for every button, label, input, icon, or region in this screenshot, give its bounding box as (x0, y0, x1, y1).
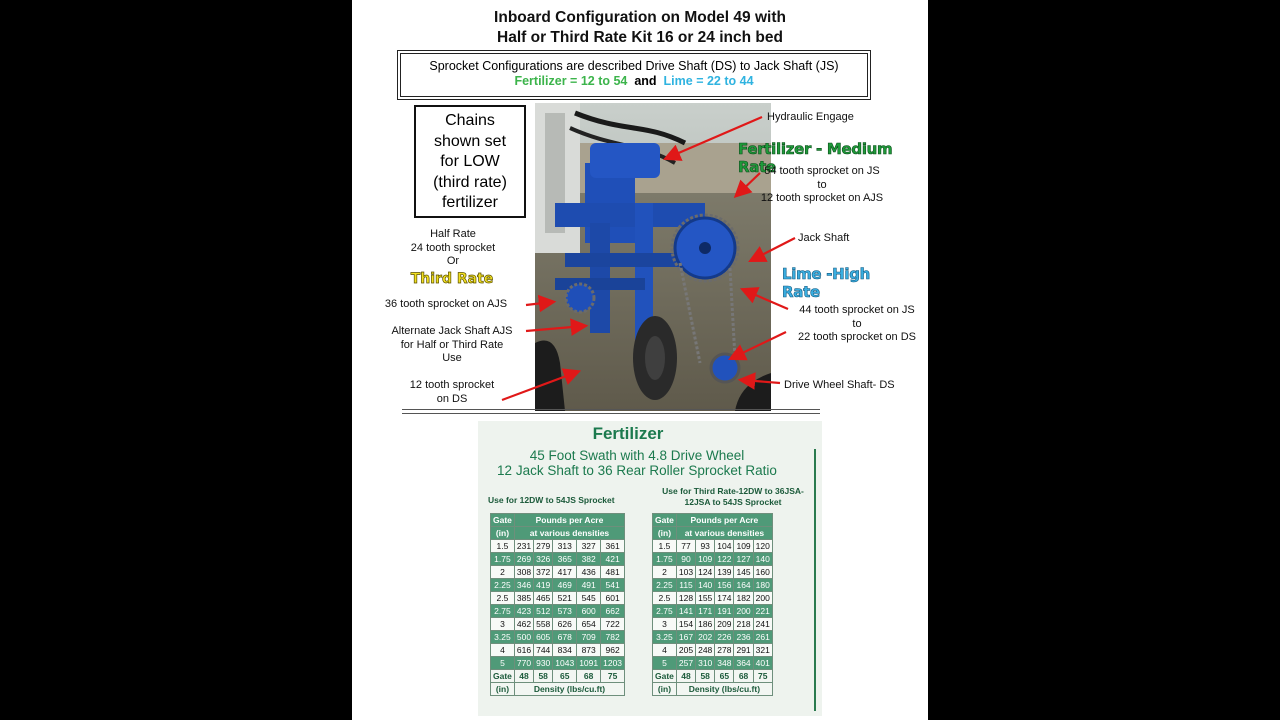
density-label: Density (lbs/cu.ft) (514, 683, 624, 696)
table-cell: 104 (715, 540, 734, 553)
machine-photo (535, 103, 771, 411)
table-cell: 573 (553, 605, 577, 618)
fertilizer-ratio: Fertilizer = 12 to 54 (514, 74, 628, 88)
table-cell: 90 (676, 553, 695, 566)
table-cell: 873 (577, 644, 601, 657)
js44-label (777, 304, 928, 345)
table-cell: 93 (696, 540, 715, 553)
table-cell: 103 (676, 566, 695, 579)
table-row (491, 553, 625, 566)
table-cell: 709 (577, 631, 601, 644)
table-cell: 202 (696, 631, 715, 644)
table-row (653, 644, 773, 657)
table-cell: 4 (491, 644, 515, 657)
footer-gate: Gate (653, 670, 677, 683)
table-row (653, 657, 773, 670)
table-cell: 139 (715, 566, 734, 579)
table-cell: 145 (734, 566, 753, 579)
config-and: and (634, 74, 657, 88)
ds12-line: 12 tooth sprocket (409, 379, 495, 391)
table-cell: 419 (534, 579, 553, 592)
pounds-header: Pounds per Acre (514, 514, 624, 527)
fertilizer-rate-card (478, 421, 822, 716)
table-cell: 186 (696, 618, 715, 631)
right-rate-table (652, 513, 773, 696)
js54-line: to (817, 178, 827, 191)
machine-photo-illustration (535, 103, 771, 411)
table-cell: 601 (601, 592, 625, 605)
half-rate-line: Half Rate (430, 228, 476, 240)
table-cell: 291 (734, 644, 753, 657)
table-cell: 321 (753, 644, 772, 657)
config-ratios (401, 74, 867, 89)
table-cell: 127 (734, 553, 753, 566)
js54-line: 12 tooth sprocket on AJS (760, 192, 884, 204)
js44-line: to (852, 317, 862, 330)
table-cell: 616 (514, 644, 533, 657)
ds12-label (392, 379, 512, 406)
chains-note-box (414, 105, 526, 218)
table-cell: 782 (601, 631, 625, 644)
table-cell: 308 (514, 566, 533, 579)
table-cell: 180 (753, 579, 772, 592)
table-cell: 4 (653, 644, 677, 657)
table-cell: 382 (577, 553, 601, 566)
table-cell: 678 (553, 631, 577, 644)
table-cell: 128 (676, 592, 695, 605)
table-cell: 962 (601, 644, 625, 657)
table-row (653, 592, 773, 605)
table-cell: 558 (534, 618, 553, 631)
footer-gate: Gate (491, 670, 515, 683)
table-cell: 167 (676, 631, 695, 644)
table-cell: 3.25 (491, 631, 515, 644)
table-cell: 361 (601, 540, 625, 553)
table-cell: 346 (514, 579, 533, 592)
js44-line: 44 tooth sprocket on JS (799, 304, 915, 316)
density-value: 65 (715, 670, 734, 683)
table-row (653, 566, 773, 579)
density-value: 75 (601, 670, 625, 683)
table-cell: 310 (696, 657, 715, 670)
table-cell: 156 (715, 579, 734, 592)
table-cell: 218 (734, 618, 753, 631)
page-title (352, 8, 928, 48)
alt-jack-line: Alternate Jack Shaft AJS (391, 325, 513, 337)
table-cell: 2.75 (491, 605, 515, 618)
table-row (653, 631, 773, 644)
js44-line: 22 tooth sprocket on DS (797, 331, 916, 343)
lime-ratio: Lime = 22 to 44 (663, 74, 754, 88)
table-row (491, 540, 625, 553)
table-cell: 436 (577, 566, 601, 579)
table-row (653, 540, 773, 553)
table-cell: 205 (676, 644, 695, 657)
table-cell: 1091 (577, 657, 601, 670)
js54-line: 54 tooth sprocket on JS (764, 165, 880, 177)
table-row (491, 566, 625, 579)
densities-header: at various densities (514, 527, 624, 540)
gate-header: Gate (653, 514, 677, 527)
left-rate-table (490, 513, 625, 696)
table-cell: 120 (753, 540, 772, 553)
table-cell: 385 (514, 592, 533, 605)
table-cell: 1.75 (653, 553, 677, 566)
table-row (491, 631, 625, 644)
right-table-caption (648, 486, 818, 508)
right-caption-line: 12JSA to 54JS Sprocket (684, 497, 782, 507)
gate-unit-header: (in) (491, 527, 515, 540)
title-line-1: Inboard Configuration on Model 49 with (494, 9, 786, 26)
pounds-header: Pounds per Acre (676, 514, 772, 527)
half-rate-label (392, 228, 514, 269)
table-cell: 231 (514, 540, 533, 553)
card-title: Fertilizer (592, 424, 664, 443)
table-cell: 365 (553, 553, 577, 566)
left-table-caption: Use for 12DW to 54JS Sprocket (488, 495, 615, 505)
table-row (491, 644, 625, 657)
chains-line: fertilizer (441, 194, 498, 211)
table-cell: 115 (676, 579, 695, 592)
table-cell: 2.5 (491, 592, 515, 605)
table-cell: 200 (753, 592, 772, 605)
density-label: Density (lbs/cu.ft) (676, 683, 772, 696)
table-row (653, 605, 773, 618)
table-cell: 154 (676, 618, 695, 631)
table-cell: 512 (534, 605, 553, 618)
chains-line: (third rate) (433, 173, 507, 191)
table-cell: 541 (601, 579, 625, 592)
table-cell: 313 (553, 540, 577, 553)
hydraulic-engage-label: Hydraulic Engage (767, 111, 854, 123)
table-cell: 122 (715, 553, 734, 566)
chains-line: for LOW (440, 153, 500, 170)
table-cell: 3 (653, 618, 677, 631)
table-cell: 1043 (553, 657, 577, 670)
table-row (491, 605, 625, 618)
table-cell: 109 (696, 553, 715, 566)
table-cell: 2 (491, 566, 515, 579)
table-cell: 1.75 (491, 553, 515, 566)
table-cell: 1.5 (653, 540, 677, 553)
table-cell: 722 (601, 618, 625, 631)
table-cell: 401 (753, 657, 772, 670)
config-description: Sprocket Configurations are described Drive Shaft (DS) to Jack Shaft (JS) (429, 59, 839, 73)
table-cell: 469 (553, 579, 577, 592)
table-cell: 930 (534, 657, 553, 670)
table-cell: 1.5 (491, 540, 515, 553)
density-value: 48 (514, 670, 533, 683)
table-cell: 462 (514, 618, 533, 631)
table-cell: 600 (577, 605, 601, 618)
half-rate-line: Or (446, 255, 460, 267)
table-cell: 77 (676, 540, 695, 553)
table-cell: 5 (491, 657, 515, 670)
table-cell: 160 (753, 566, 772, 579)
alternate-jack-shaft-label (372, 325, 532, 366)
table-cell: 261 (753, 631, 772, 644)
table-row (491, 618, 625, 631)
density-value: 65 (553, 670, 577, 683)
jack-shaft-label: Jack Shaft (798, 232, 850, 244)
table-cell: 174 (715, 592, 734, 605)
table-cell: 834 (553, 644, 577, 657)
density-value: 68 (577, 670, 601, 683)
table-cell: 327 (577, 540, 601, 553)
table-cell: 605 (534, 631, 553, 644)
section-divider (402, 409, 820, 414)
table-cell: 248 (696, 644, 715, 657)
table-cell: 744 (534, 644, 553, 657)
table-cell: 3.25 (653, 631, 677, 644)
js54-label (742, 165, 902, 206)
chains-line: Chains (445, 112, 495, 129)
table-cell: 423 (514, 605, 533, 618)
table-cell: 770 (514, 657, 533, 670)
card-subtitle-1: 45 Foot Swath with 4.8 Drive Wheel (529, 448, 745, 463)
half-rate-line: 24 tooth sprocket (410, 241, 496, 254)
fertilizer-medium-rate-label: Fertilizer - Medium Rate (738, 140, 893, 176)
table-cell: 626 (553, 618, 577, 631)
footer-in: (in) (491, 683, 515, 696)
density-value: 58 (696, 670, 715, 683)
density-value: 58 (534, 670, 553, 683)
table-row (491, 657, 625, 670)
table-cell: 372 (534, 566, 553, 579)
document-page (352, 0, 928, 720)
table-cell: 140 (696, 579, 715, 592)
table-cell: 2.25 (491, 579, 515, 592)
table-cell: 417 (553, 566, 577, 579)
gate-header: Gate (491, 514, 515, 527)
ds12-line: on DS (436, 392, 468, 405)
table-cell: 421 (601, 553, 625, 566)
table-cell: 364 (734, 657, 753, 670)
table-cell: 1203 (601, 657, 625, 670)
densities-header: at various densities (676, 527, 772, 540)
right-caption-line: Use for Third Rate-12DW to 36JSA- (662, 486, 804, 496)
table-cell: 326 (534, 553, 553, 566)
table-cell: 2.5 (653, 592, 677, 605)
table-cell: 109 (734, 540, 753, 553)
table-cell: 200 (734, 605, 753, 618)
footer-in: (in) (653, 683, 677, 696)
table-cell: 182 (734, 592, 753, 605)
table-cell: 2.25 (653, 579, 677, 592)
density-value: 75 (753, 670, 772, 683)
table-cell: 662 (601, 605, 625, 618)
table-cell: 124 (696, 566, 715, 579)
third-rate-label: Third Rate (410, 271, 494, 287)
table-cell: 348 (715, 657, 734, 670)
table-cell: 465 (534, 592, 553, 605)
table-cell: 257 (676, 657, 695, 670)
table-cell: 278 (715, 644, 734, 657)
table-cell: 491 (577, 579, 601, 592)
table-row (653, 618, 773, 631)
table-cell: 279 (534, 540, 553, 553)
table-cell: 191 (715, 605, 734, 618)
table-cell: 269 (514, 553, 533, 566)
table-cell: 521 (553, 592, 577, 605)
table-cell: 5 (653, 657, 677, 670)
table-cell: 140 (753, 553, 772, 566)
lime-high-rate-label: Lime -High Rate (782, 265, 871, 301)
table-cell: 236 (734, 631, 753, 644)
card-subtitle-2: 12 Jack Shaft to 36 Rear Roller Sprocket Ratio (497, 463, 777, 478)
table-row (491, 579, 625, 592)
table-cell: 171 (696, 605, 715, 618)
gate-unit-header: (in) (653, 527, 677, 540)
sprocket-config-box (400, 53, 868, 97)
table-cell: 141 (676, 605, 695, 618)
table-cell: 2 (653, 566, 677, 579)
table-row (491, 592, 625, 605)
chains-line: shown set (433, 132, 507, 150)
table-cell: 164 (734, 579, 753, 592)
title-line-2: Half or Third Rate Kit 16 or 24 inch bed (497, 29, 783, 46)
table-cell: 500 (514, 631, 533, 644)
table-row (653, 553, 773, 566)
table-cell: 241 (753, 618, 772, 631)
table-cell: 481 (601, 566, 625, 579)
table-row (653, 579, 773, 592)
table-cell: 545 (577, 592, 601, 605)
drive-wheel-shaft-label: Drive Wheel Shaft- DS (784, 379, 895, 391)
table-cell: 221 (753, 605, 772, 618)
ajs36-label: 36 tooth sprocket on AJS (384, 298, 508, 310)
table-cell: 155 (696, 592, 715, 605)
alt-jack-line: for Half or Third Rate (400, 338, 504, 351)
table-cell: 3 (491, 618, 515, 631)
table-cell: 226 (715, 631, 734, 644)
density-value: 48 (676, 670, 695, 683)
density-value: 68 (734, 670, 753, 683)
table-cell: 654 (577, 618, 601, 631)
alt-jack-line: Use (442, 352, 462, 364)
table-cell: 209 (715, 618, 734, 631)
table-cell: 2.75 (653, 605, 677, 618)
